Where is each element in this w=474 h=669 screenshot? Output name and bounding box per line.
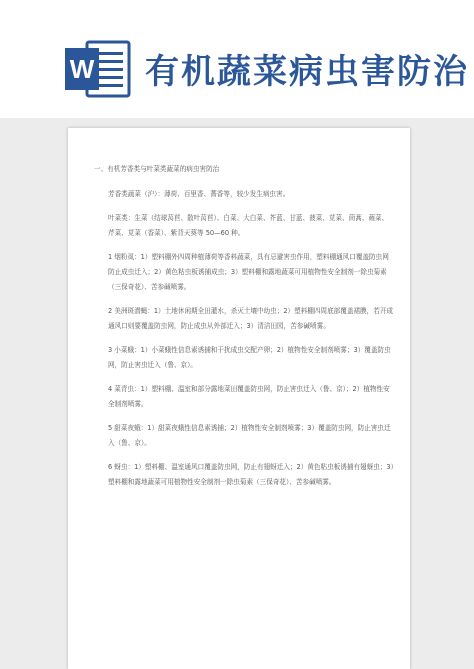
document-body <box>94 162 394 499</box>
paragraph: 芳香类蔬菜（沪）：薄荷、百里香、薔香等，较少发生病虫害。 <box>108 190 290 198</box>
paragraph: 1 烟粉虱：1）塑料棚外四周种植薄荷等香料蔬菜，具有忌避害虫作用，塑料棚通风口覆盖防虫网防止成虫迁入；2）黄色粘虫板诱捕成虫；3）塑料棚和露地蔬菜可用植物性安全制剂一除虫菊素（三保奇花）、苦参碱喷雾。 <box>108 253 389 291</box>
document-heading: 一、有机芳香类与叶菜类蔬菜的病虫害防治 <box>94 165 220 173</box>
paragraph: 2 美洲斑潜蝇：1）土地休闲期全田灌水，杀灭土壤中幼虫；2）塑料棚四周底部覆盖裙膜，若开成通风口则要覆盖防虫网，防止成虫从外部迁入；3）清洁田园，苦参碱喷雾。 <box>108 307 394 330</box>
document-page <box>68 128 410 669</box>
page-title: 有机蔬菜病虫害防治 <box>145 52 469 92</box>
word-document-icon <box>65 40 131 98</box>
paragraph: 叶菜类：生菜（结球莴苣、散叶莴苣）、白菜、大白菜、芥蓝、甘蓝、菠菜、苋菜、茼蒿、蕹菜、芹菜、苋菜（香菜）、紫背天葵等 50—60 种。 <box>108 214 389 237</box>
paragraph: 5 甜菜夜蛾：1）甜菜夜蛾性信息素诱捕；2）植物性安全制剂喷雾；3）覆盖防虫网，防止害虫迁入（鲁、京）。 <box>108 424 391 447</box>
paragraph: 6 蚜虫：1）塑料棚、温室通风口覆盖防虫网，防止有翅蚜迁入；2）黄色粘虫板诱捕有翅蚜虫；3）塑料棚和露地蔬菜可用植物性安全制剂一除虫菊素（三保奇花）、苦参碱喷雾。 <box>108 463 394 486</box>
paragraph: 3 小菜蛾：1）小菜蛾性信息素诱捕和干扰成虫交配产卵；2）植物性安全制剂喷雾；3）覆盖防虫网，防止害虫迁入（鲁、京）。 <box>108 346 391 369</box>
paragraph: 4 菜青虫：1）塑料棚、温室和部分露地菜田覆盖防虫网，防止害虫迁入（鲁、京）；2）植物性安全制剂喷雾。 <box>108 385 390 408</box>
svg-text:W: W <box>69 54 95 84</box>
page-header <box>0 0 474 110</box>
